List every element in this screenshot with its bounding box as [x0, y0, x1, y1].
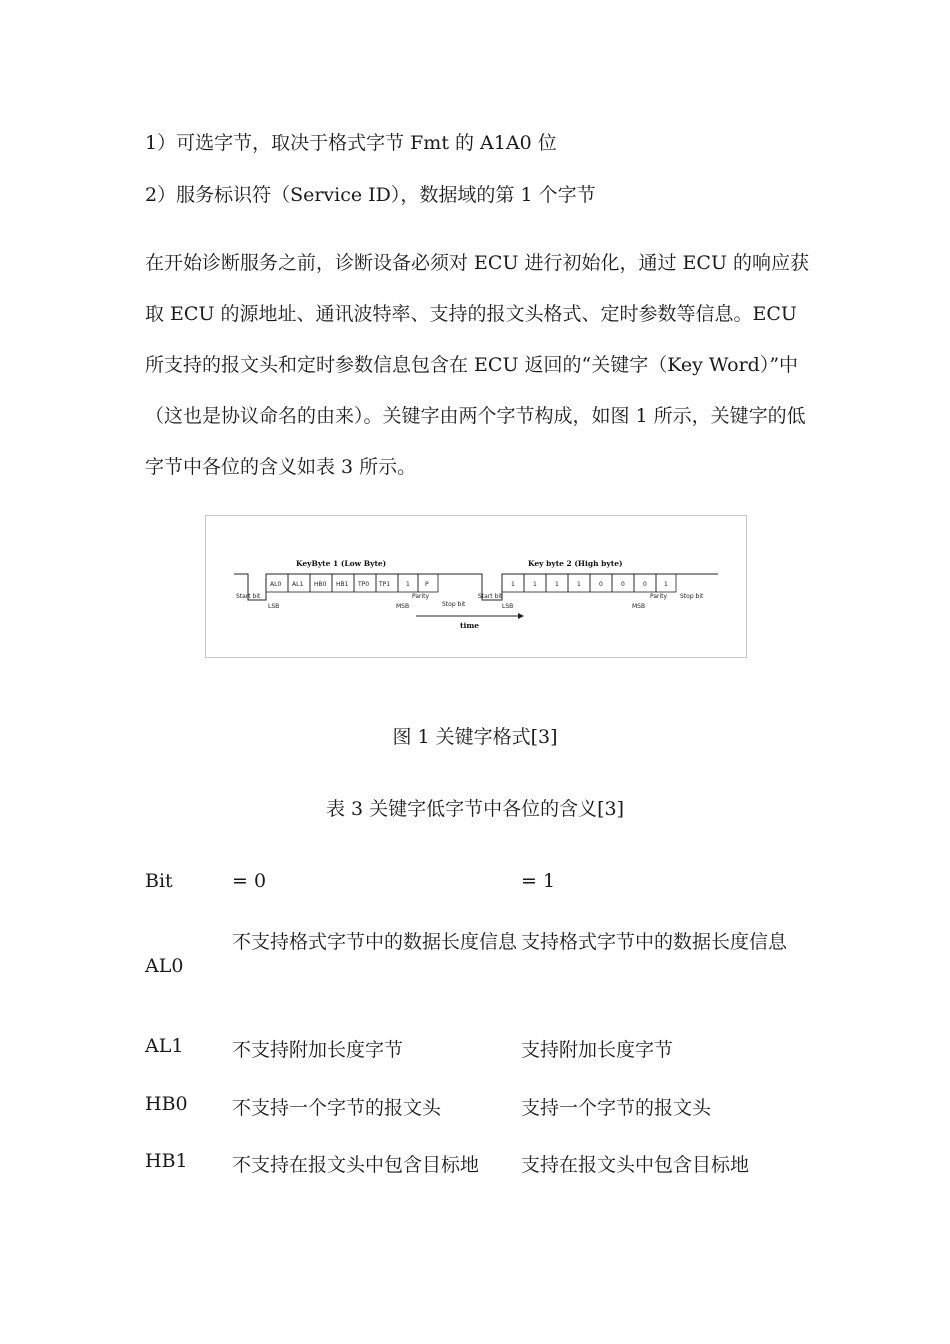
msb-label-2: MSB [632, 603, 646, 610]
table-caption: 表 3 关键字低字节中各位的含义[3] [325, 798, 625, 820]
byte2-bit-2: 1 [555, 581, 559, 588]
byte1-bit-0: AL0 [270, 581, 282, 588]
row-one: 支持格式字节中的数据长度信息 [521, 931, 788, 953]
row-one: 支持一个字节的报文头 [521, 1097, 712, 1119]
figure-caption: 图 1 关键字格式[3] [392, 726, 558, 748]
byte1-bit-7: P [425, 581, 429, 588]
row-one: 支持附加长度字节 [521, 1039, 674, 1061]
keybyte1-label: KeyByte 1 (Low Byte) [296, 559, 387, 568]
byte2-bit-5: 0 [621, 581, 625, 588]
row-zero: 不支持附加长度字节 [232, 1039, 404, 1061]
byte2-bit-0: 1 [511, 581, 515, 588]
header-zero: = 0 [232, 870, 267, 892]
row-one: 支持在报文头中包含目标地 [521, 1154, 750, 1176]
byte1-bit-6: 1 [406, 581, 410, 588]
byte2-bit-4: 0 [599, 581, 603, 588]
time-label: time [460, 621, 480, 630]
byte1-bit-2: HB0 [314, 581, 327, 588]
parity-label-2: Parity [650, 593, 668, 600]
start-bit-label-2: Start bit [478, 593, 503, 600]
row-zero: 不支持格式字节中的数据长度信息 [232, 931, 518, 953]
header-bit: Bit [145, 870, 173, 892]
byte2-bit-7: 1 [664, 581, 668, 588]
row-bit: HB0 [145, 1093, 188, 1115]
byte2-bit-1: 1 [533, 581, 537, 588]
note-1: 1）可选字节，取决于格式字节 Fmt 的 A1A0 位 [145, 132, 557, 154]
byte1-bit-3: HB1 [336, 581, 349, 588]
row-zero: 不支持在报文头中包含目标地 [232, 1154, 480, 1176]
byte2-bit-cells [502, 574, 676, 592]
stop-bit-label-2: Stop bit [680, 593, 704, 600]
keyword-timing-diagram [206, 516, 746, 657]
row-bit: HB1 [145, 1150, 188, 1172]
stop-bit-label-1: Stop bit [442, 601, 466, 608]
lsb-label-2: LSB [502, 603, 514, 610]
note-2: 2）服务标识符（Service ID），数据域的第 1 个字节 [145, 184, 596, 206]
row-bit: AL0 [145, 955, 184, 977]
header-one: = 1 [521, 870, 556, 892]
parity-label-1: Parity [412, 593, 430, 600]
byte2-bit-6: 0 [643, 581, 647, 588]
byte2-bit-3: 1 [577, 581, 581, 588]
row-zero: 不支持一个字节的报文头 [232, 1097, 442, 1119]
byte1-bit-4: TP0 [358, 581, 370, 588]
byte1-bit-5: TP1 [379, 581, 391, 588]
intro-paragraph: 在开始诊断服务之前，诊断设备必须对 ECU 进行初始化，通过 ECU 的响应获取 ECU 的源地址、通讯波特率、支持的报文头格式、定时参数等信息。ECU 所支持的报文头和定时参数信息包含在 ECU 返回的“关键字（Key Word）”中（这也是协议命名的由来）。关键字由两个字节构成，如图 1 所示，关键字的低字节中各位的含义如表 3 所示。 [145, 252, 809, 478]
start-bit-label-1: Start bit [236, 593, 261, 600]
byte1-bit-1: AL1 [292, 581, 304, 588]
lsb-label-1: LSB [268, 603, 280, 610]
row-bit: AL1 [145, 1035, 184, 1057]
time-arrow-head [518, 613, 524, 619]
msb-label-1: MSB [396, 603, 410, 610]
keyword-format-figure [205, 515, 747, 658]
keybyte2-label: Key byte 2 (High byte) [528, 559, 623, 568]
